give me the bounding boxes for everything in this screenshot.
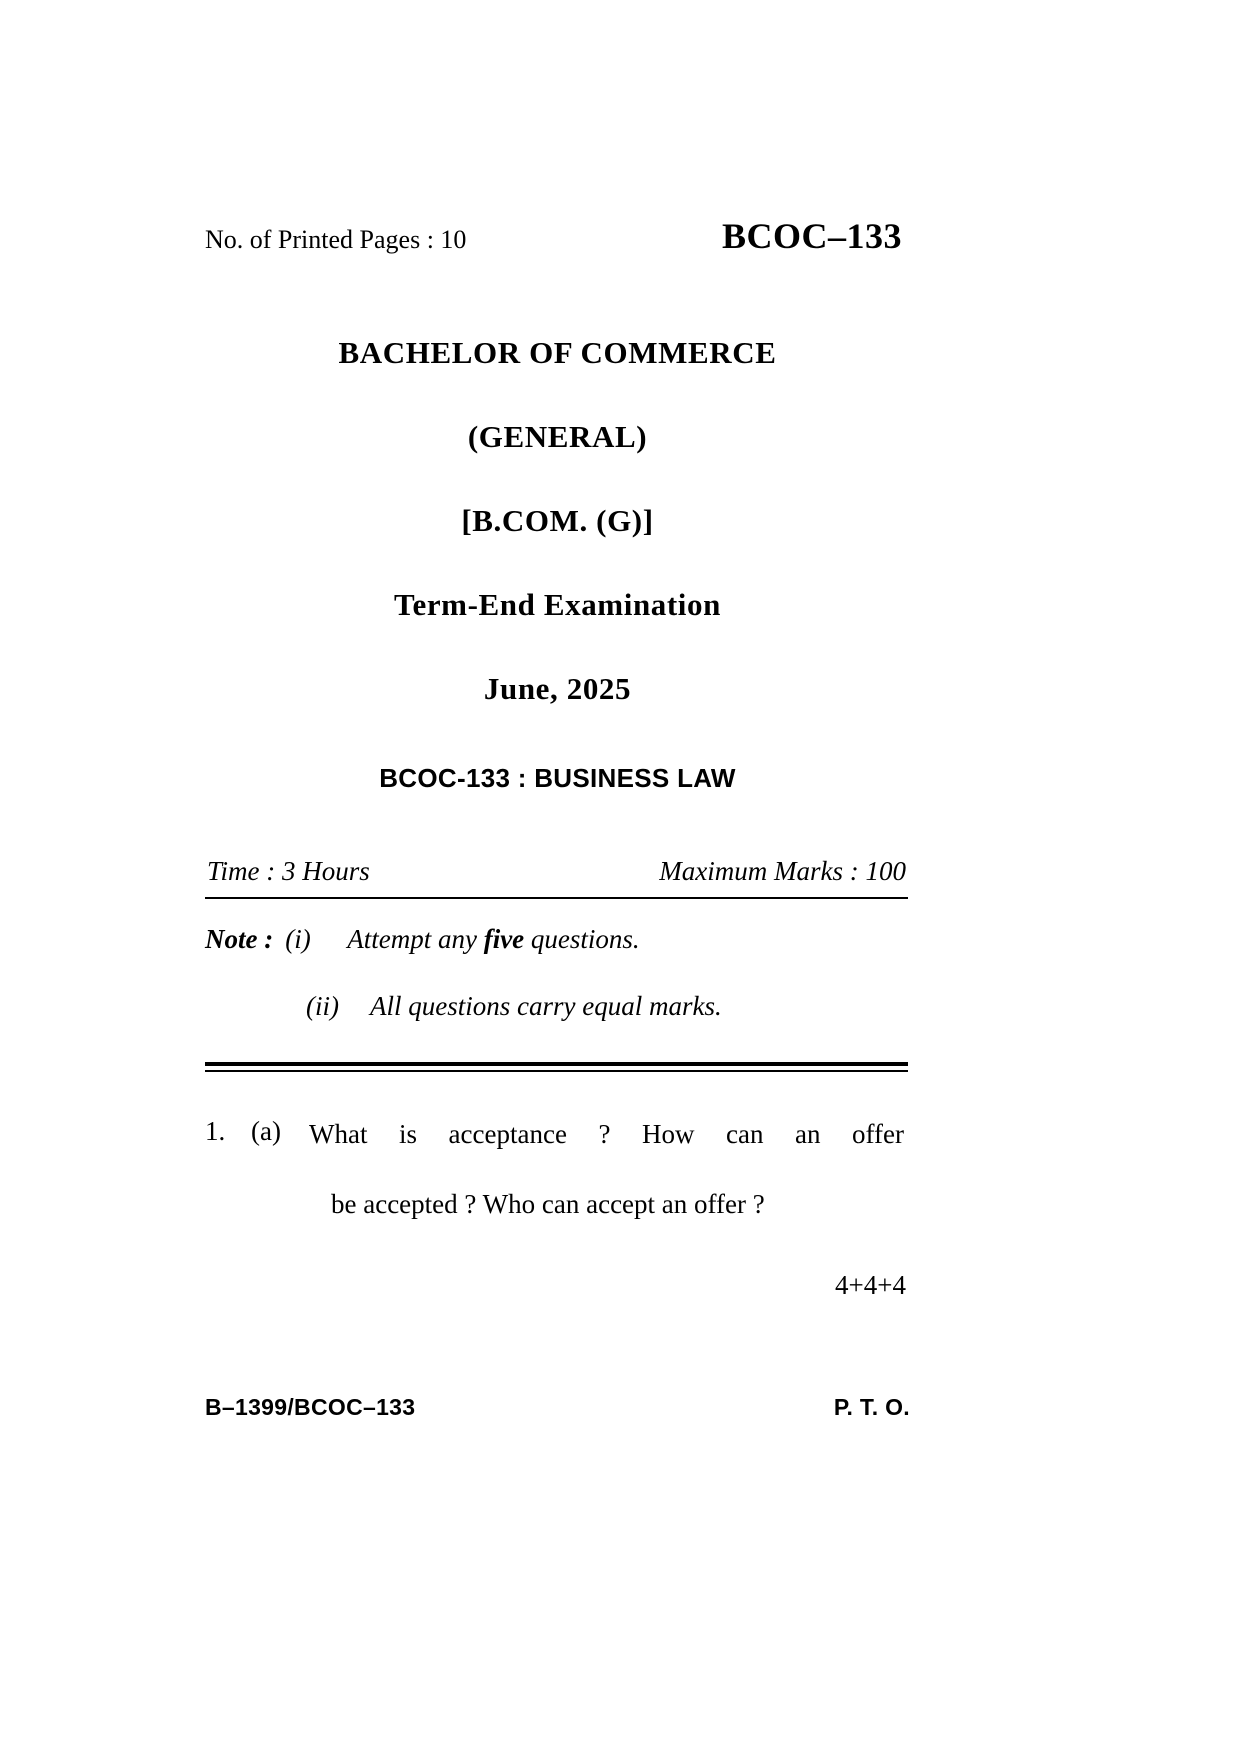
divider-rule-top <box>205 897 908 899</box>
examination-session: June, 2025 <box>483 671 632 706</box>
programme-title: BACHELOR OF COMMERCE <box>338 335 777 370</box>
question-1 <box>205 1116 910 1224</box>
exam-info-row <box>205 856 910 887</box>
time-allowed: Time : 3 Hours <box>207 856 370 886</box>
note-item-1-pre: Attempt any <box>347 924 484 954</box>
note-item-1 <box>205 921 910 957</box>
note-item-2-number: (ii) <box>306 991 339 1022</box>
page-footer <box>205 1394 910 1421</box>
footer-pto: P. T. O. <box>833 1394 910 1420</box>
note-label: Note : <box>205 924 274 954</box>
note-item-1-emphasis: five <box>483 924 525 954</box>
title-block <box>205 335 910 707</box>
programme-stream: (GENERAL) <box>467 419 648 454</box>
subject-title: BCOC-133 : BUSINESS LAW <box>379 763 736 793</box>
footer-paper-code: B–1399/BCOC–133 <box>205 1394 416 1420</box>
question-1-body <box>309 1116 904 1224</box>
question-1-line-2: be accepted ? Who can accept an offer ? <box>331 1189 765 1220</box>
note-item-1-post: questions. <box>524 924 640 954</box>
printed-pages-label: No. of Printed Pages : 10 <box>205 225 467 254</box>
examination-type: Term-End Examination <box>394 587 721 622</box>
page-header <box>205 215 910 257</box>
page-content <box>205 0 910 1301</box>
note-item-1-text <box>347 921 639 957</box>
question-1-marks: 4+4+4 <box>835 1270 906 1301</box>
question-1-number: 1. <box>205 1116 226 1147</box>
question-1-line-1: What is acceptance ? How can an offer <box>309 1119 904 1150</box>
divider-rule-double <box>205 1062 908 1072</box>
programme-abbreviation: [B.COM. (G)] <box>461 503 654 538</box>
course-code-heading: BCOC–133 <box>721 216 902 256</box>
maximum-marks: Maximum Marks : 100 <box>659 856 906 886</box>
note-item-1-number: (i) <box>285 924 311 954</box>
question-1-part-label: (a) <box>251 1116 281 1147</box>
note-item-2 <box>205 991 910 1022</box>
note-item-2-text: All questions carry equal marks. <box>370 991 722 1022</box>
